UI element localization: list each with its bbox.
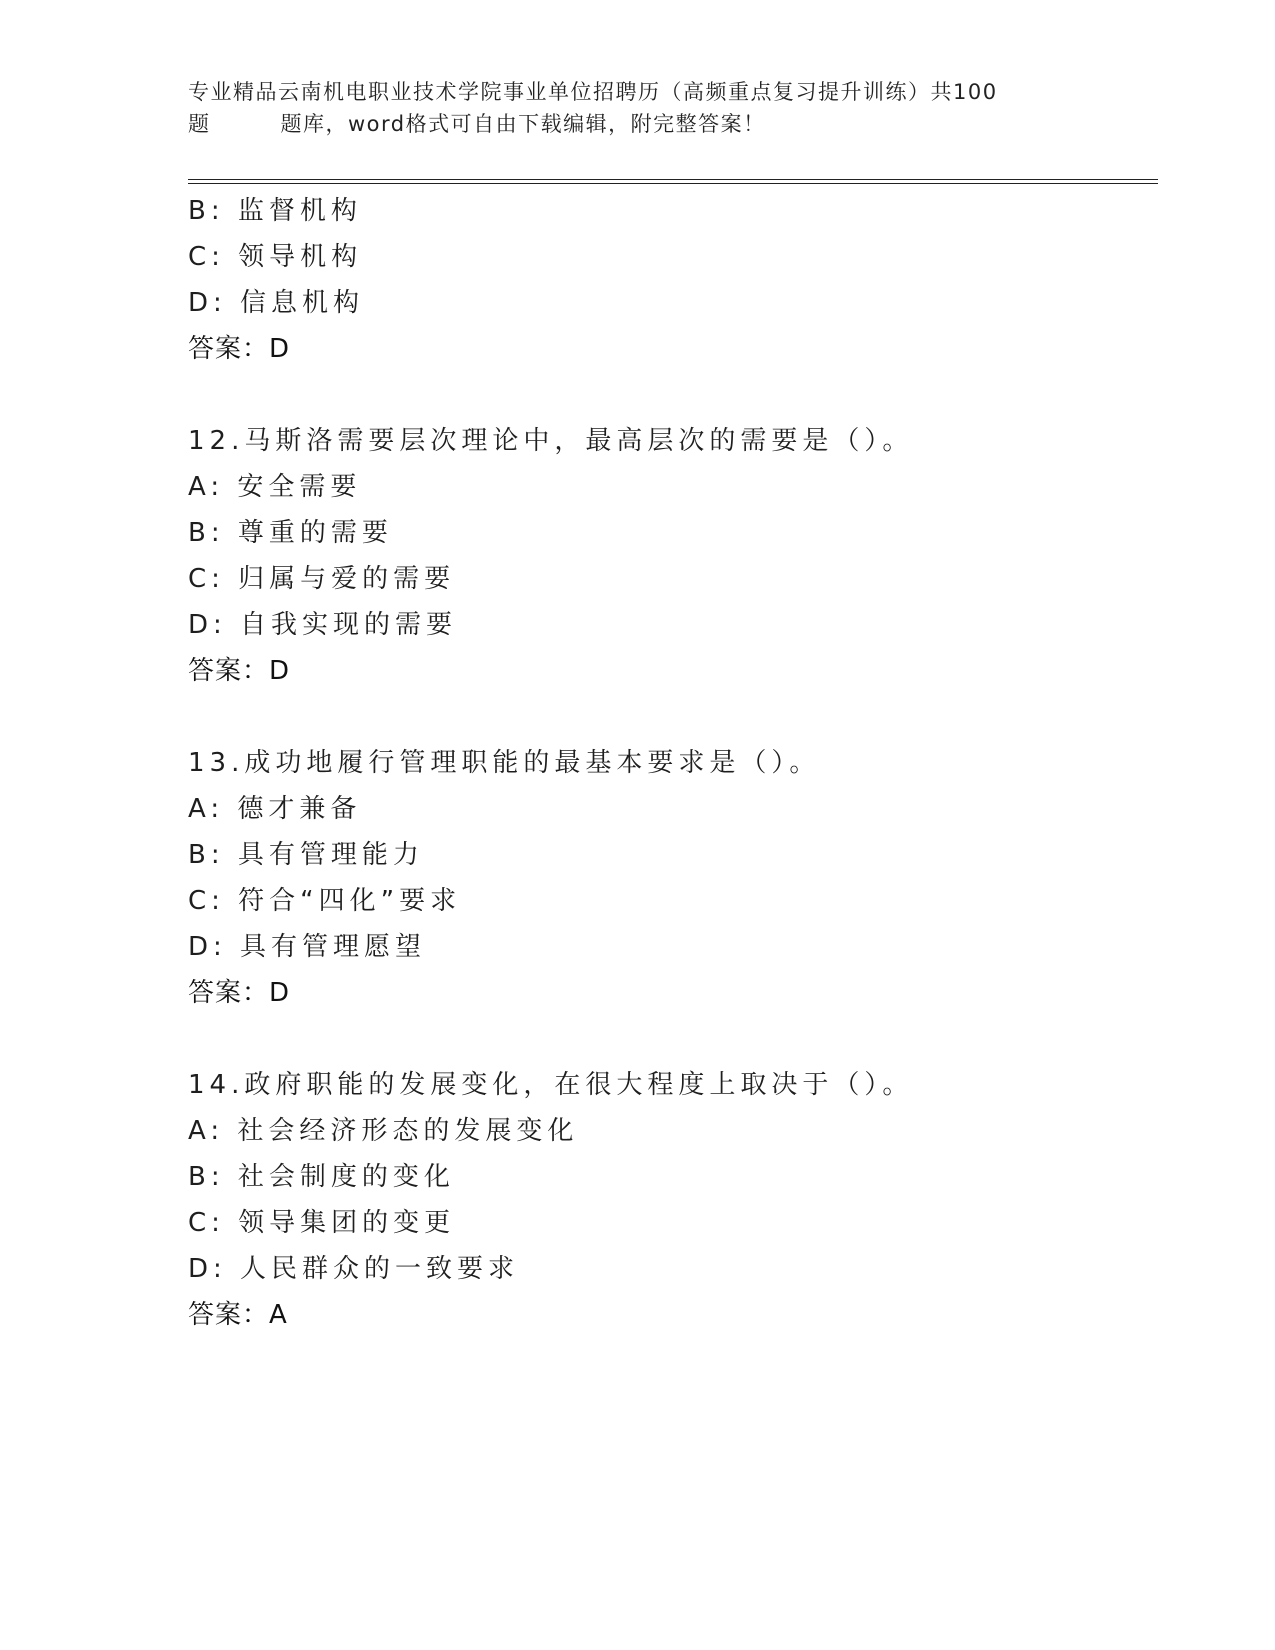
- option-a: A: 德才兼备: [188, 794, 362, 824]
- option-a: A: 安全需要: [188, 472, 362, 502]
- header-title-line-2-end: 题库，word格式可自由下载编辑，附完整答案！: [280, 112, 766, 136]
- question-block-14: [188, 1062, 1158, 1338]
- document-header: [188, 76, 1088, 140]
- option-c: C: 归属与爱的需要: [188, 564, 456, 594]
- option-d: D: 自我实现的需要: [188, 610, 458, 640]
- answer-line: 答案：D: [188, 656, 291, 686]
- option-c: C: 领导集团的变更: [188, 1208, 456, 1238]
- question-block-12: [188, 418, 1158, 694]
- question-stem: 13.成功地履行管理职能的最基本要求是（）。: [188, 748, 821, 778]
- option-b: B: 具有管理能力: [188, 840, 424, 870]
- block-spacer: [188, 372, 1158, 418]
- header-title-line-2: [188, 108, 1088, 140]
- header-title-line-1: 专业精品云南机电职业技术学院事业单位招聘历（高频重点复习提升训练）共100: [188, 80, 998, 104]
- option-c: C: 符合“四化”要求: [188, 886, 462, 916]
- option-c: C: 领导机构: [188, 242, 363, 272]
- option-d: D: 具有管理愿望: [188, 932, 427, 962]
- option-b: B: 尊重的需要: [188, 518, 393, 548]
- option-d: D: 人民群众的一致要求: [188, 1254, 520, 1284]
- answer-line: 答案：A: [188, 1300, 288, 1330]
- option-a: A: 社会经济形态的发展变化: [188, 1116, 579, 1146]
- block-spacer: [188, 1016, 1158, 1062]
- option-b: B: 社会制度的变化: [188, 1162, 455, 1192]
- block-spacer: [188, 694, 1158, 740]
- option-b: B: 监督机构: [188, 196, 362, 226]
- question-stem: 12.马斯洛需要层次理论中，最高层次的需要是（）。: [188, 426, 914, 456]
- question-block-13: [188, 740, 1158, 1016]
- question-block-11-continued: [188, 188, 1158, 372]
- header-divider-top: [188, 179, 1158, 180]
- answer-line: 答案：D: [188, 978, 291, 1008]
- header-divider-bottom: [188, 183, 1158, 184]
- option-d: D: 信息机构: [188, 288, 365, 318]
- answer-line: 答案：D: [188, 334, 291, 364]
- question-stem: 14.政府职能的发展变化，在很大程度上取决于（）。: [188, 1070, 914, 1100]
- header-title-line-2-start: 题: [188, 112, 211, 136]
- question-list: [188, 188, 1158, 1338]
